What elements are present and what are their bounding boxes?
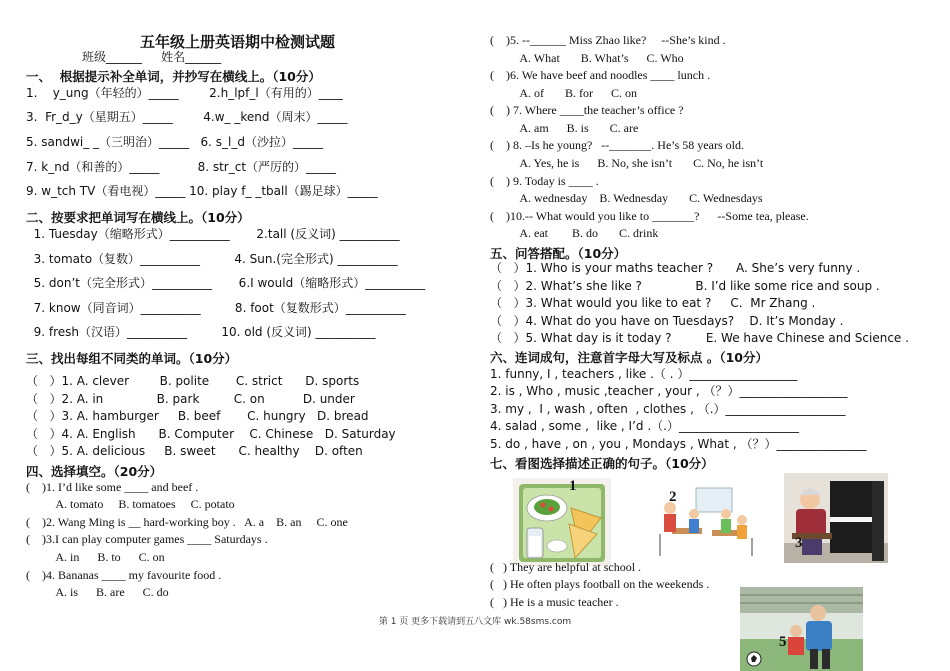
section6-row: 4. salad , some , like , I’d .（.）____________________ — [490, 419, 799, 433]
section4-row: A. of B. for C. on — [490, 86, 637, 100]
picture-number: 5 — [779, 634, 787, 650]
section2-row: 9. fresh（汉语）__________ 10. old (反义词) __________ — [26, 325, 376, 339]
section1-row: 5. sandwi_ _（三明治）_____ 6. s_l_d（沙拉）_____ — [26, 135, 323, 149]
section2-row: 7. know（同音词）__________ 8. foot（复数形式）__________ — [26, 301, 406, 315]
section4-row: A. What B. What’s C. Who — [490, 51, 684, 65]
section3-row: （ ）3. A. hamburger B. beef C. hungry D. bread — [26, 409, 369, 423]
section1-heading: 一、 根据提示补全单词，并抄写在横线上。（10分） — [26, 69, 321, 84]
section1-row: 1. y_ung（年轻的）_____ 2.h_lpf_l（有用的）____ — [26, 86, 343, 100]
section7-row: ( ) He is a music teacher . — [490, 595, 619, 609]
section4-row: ( )5. --______ Miss Zhao like? --She’s kind . — [490, 33, 726, 47]
food-tray-picture — [513, 478, 611, 566]
section6-row: 5. do , have , on , you , Mondays , What , （？）_______________ — [490, 437, 867, 451]
section1-row: 7. k_nd（和善的）_____ 8. str_ct（严厉的）_____ — [26, 160, 337, 174]
section3-row: （ ）4. A. English B. Computer C. Chinese D. Saturday — [26, 427, 396, 441]
section4-row: ( )3.I can play computer games ____ Saturdays . — [26, 532, 268, 546]
section7-row: ( ) They are helpful at school . — [490, 560, 642, 574]
section6-heading: 六、连词成句，注意首字母大写及标点 。（10分） — [490, 350, 768, 365]
section3-row: （ ）5. A. delicious B. sweet C. healthy D. often — [26, 444, 363, 458]
section4-row: ( ) 7. Where ____the teacher’s office ? — [490, 103, 684, 117]
section6-row: 2. is , Who , music ,teacher , your , （？）__________________ — [490, 384, 848, 398]
picture-number: 2 — [669, 489, 677, 505]
section5-heading: 五、问答搭配。（10分） — [490, 246, 627, 261]
section2-row: 5. don’t（完全形式）__________ 6.I would（缩略形式）__________ — [26, 276, 426, 290]
section4-row: A. eat B. do C. drink — [490, 226, 659, 240]
section1-row: 3. Fr_d_y（星期五）_____ 4.w_ _kend（周末）_____ — [26, 110, 348, 124]
picture-number: 1 — [569, 478, 577, 494]
picture-number: 3 — [795, 535, 803, 551]
class-name-line: 班级______ 姓名______ — [82, 50, 222, 64]
section5-row: （ ）1. Who is your maths teacher ? A. She’s very funny . — [490, 261, 861, 275]
section4-row: ( ) 9. Today is ____ . — [490, 174, 599, 188]
section4-row: ( )2. Wang Ming is __ hard-working boy . A. a B. an C. one — [26, 515, 348, 529]
section6-row: 3. my , I , wash , often , clothes , （.）____________________ — [490, 402, 846, 416]
section4-row: ( )4. Bananas ____ my favourite food . — [26, 568, 222, 582]
section2-heading: 二、按要求把单词写在横线上。（10分） — [26, 210, 250, 225]
section4-heading: 四、选择填空。（20分） — [26, 464, 163, 479]
section4-row: A. wednesday B. Wednesday C. Wednesdays — [490, 191, 763, 205]
section4-row: A. is B. are C. do — [26, 585, 169, 599]
section2-row: 1. Tuesday（缩略形式）__________ 2.tall (反义词) __________ — [26, 227, 400, 241]
section3-row: （ ）1. A. clever B. polite C. strict D. sports — [26, 374, 360, 388]
section4-row: ( )6. We have beef and noodles ____ lunch . — [490, 68, 711, 82]
section2-row: 3. tomato（复数）__________ 4. Sun.(完全形式) __________ — [26, 252, 398, 266]
section3-row: （ ）2. A. in B. park C. on D. under — [26, 392, 355, 406]
section1-row: 9. w_tch TV（看电视）_____ 10. play f_ _tball（踢足球）_____ — [26, 184, 378, 198]
section7-heading: 七、看图选择描述正确的句子。（10分） — [490, 456, 714, 471]
section4-row: A. Yes, he is B. No, she isn’t C. No, he isn’t — [490, 156, 764, 170]
section4-row: A. tomato B. tomatoes C. potato — [26, 497, 235, 511]
page-footer: 第 1 页 更多下载请到五八文库 wk.58sms.com — [378, 617, 572, 627]
section4-row: ( ) 8. –Is he young? --_______. He’s 58 years old. — [490, 138, 744, 152]
section7-row: ( ) He often plays football on the weekends . — [490, 577, 710, 591]
section5-row: （ ）2. What’s she like ? B. I’d like some rice and soup . — [490, 279, 880, 293]
section4-row: ( )1. I’d like some ____ and beef . — [26, 480, 199, 494]
section5-row: （ ）3. What would you like to eat ? C. Mr Zhang . — [490, 296, 816, 310]
students-picture — [652, 484, 754, 558]
football-picture — [740, 587, 863, 671]
section5-row: （ ）4. What do you have on Tuesdays? D. It’s Monday . — [490, 314, 844, 328]
section6-row: 1. funny, I , teachers , like .（ . ）__________________ — [490, 367, 798, 381]
section5-row: （ ）5. What day is it today ? E. We have Chinese and Science . — [490, 331, 909, 345]
section4-row: A. in B. to C. on — [26, 550, 165, 564]
page-title: 五年级上册英语期中检测试题 — [140, 33, 336, 51]
section3-heading: 三、找出每组不同类的单词。（10分） — [26, 351, 238, 366]
section4-row: ( )10.-- What would you like to _______? --Some tea, please. — [490, 209, 809, 223]
section4-row: A. am B. is C. are — [490, 121, 639, 135]
